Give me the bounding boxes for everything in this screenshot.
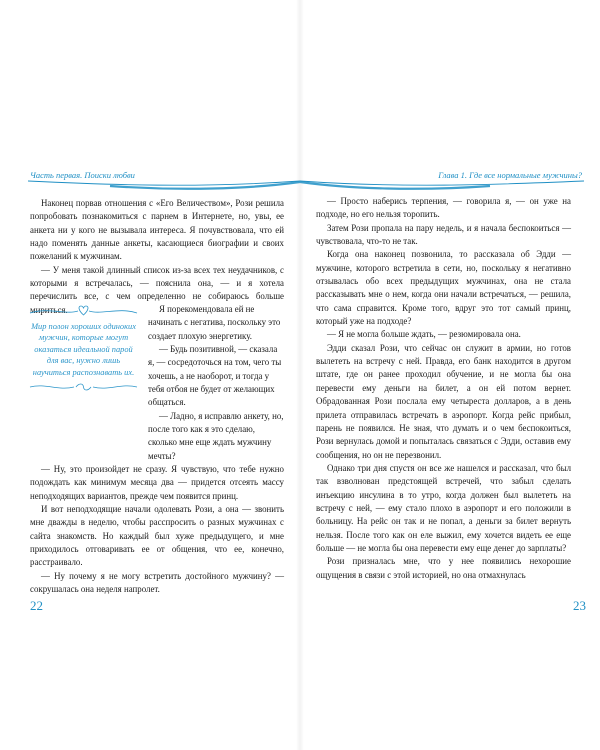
paragraph: Однако три дня спустя он все же нашелся и рассказал, что был так взволнован предстоящей встречей, что забыл сделать инъекцию инсулина в то утро, когда должен был вылететь на встречу с ней, — ему стало плохо в аэропорт и его положили в больницу. На рейс он так и не попал, а деньги за билет вернуть нельзя. После того как он еле выжил, ему хочется видеть ее еще больше — не могла бы она перевести ему еще денег до зарплаты? — [316, 462, 571, 553]
paragraph: — Я не могла больше ждать, — резюмировала она. — [327, 329, 521, 340]
left-page-number: 22 — [30, 598, 43, 613]
paragraph: Наконец порвав отношения с «Его Величеством», Рози решила попробовать познакомиться с парнем в Интернете, но, увы, ее анкета ни у кого не вызывала интереса. Я почувствовала, что ей надо поменять данные анкеты, касающиеся биографии и своих пожеланий к мужчинам. — [30, 198, 284, 262]
right-page-number: 23 — [573, 598, 586, 613]
right-running-head: Глава 1. Где все нормальные мужчины? — [438, 170, 582, 180]
paragraph: Когда она наконец позвонила, то рассказала об Эдди — мужчине, которого встретила в сети, но, поскольку я негативно отзывалась обо всех предыдущих мужчинах, она не стала рассказывать мне о нем, когда они начали встречаться, — решила, что сама справится. Кроме того, вдруг это тот самый принц, который уже на подходе? — [316, 249, 571, 327]
paragraph: Затем Рози пропала на пару недель, и я начала беспокоиться — чувствовала, что-то не так. — [316, 222, 571, 247]
left-running-head: Часть первая. Поиски любви — [30, 170, 135, 180]
right-page — [300, 0, 600, 750]
paragraph: Я порекомендовала ей не начинать с негатива, поскольку это создает плохую энергетику. — [148, 304, 281, 341]
paragraph: — Будь позитивной, — сказала я, — сосредоточься на том, чего ты хочешь, а не наоборот, и тогда у тебя отбоя не будет от желающих общаться. — [148, 344, 282, 408]
left-main-text — [30, 197, 284, 317]
paragraph: — У меня такой длинный список из-за всех тех неудачников, с которыми я встречалась, — пояснила она, — и я хотела перечислить все, с чем определенно не собираюсь больше мириться. — [30, 264, 284, 315]
left-continued-text — [30, 463, 284, 596]
heart-flourish-icon — [28, 303, 139, 317]
left-header-swash — [0, 176, 300, 192]
paragraph: Эдди сказал Рози, что сейчас он служит в армии, но готов вылететь на встречу с ней. Правда, его банк находится в другом штате, где он ранее проходил обучение, и не могла бы она перевести ему деньги на билет, а он ей потом вернет. Обрадованная Рози послала ему четыреста долларов, а в день прилета отправилась встречать в аэропорт. Когда рейс прибыл, парень не появился. Не зная, что думать и о чем беспокоиться, Рози вернулась домой и попыталась связаться с Эдди, оставив ему сообщения, но он не перезвонил. — [316, 342, 571, 460]
paragraph: Рози призналась мне, что у нее появились нехорошие ощущения в связи с этой историей, но она отмахнулась — [316, 556, 571, 580]
pull-quote — [28, 303, 139, 393]
paragraph: — Просто наберись терпения, — говорила я, — он уже на подходе, но его нельзя торопить. — [316, 196, 571, 220]
paragraph: — Ну почему я не могу встретить достойного мужчину? — сокрушалась она неделя напролет. — [30, 570, 284, 595]
pull-quote-text: Мир полон хороших одиноких мужчин, которые могут оказаться идеальной парой для вас, нужно лишь научиться распознавать их. — [31, 322, 136, 377]
right-header-swash — [300, 176, 600, 192]
paragraph: — Ладно, я исправлю анкету, но, после того как я это сделаю, сколько мне еще ждать мужчину мечты? — [148, 410, 284, 461]
left-column-text — [148, 303, 284, 463]
paragraph: — Ну, это произойдет не сразу. Я чувствую, что тебе нужно подождать как минимум месяца два — придется отсеять массу неподходящих вариантов, прежде чем появится принц. — [30, 464, 284, 501]
flourish-icon — [28, 381, 139, 393]
right-main-text — [316, 195, 571, 582]
paragraph: И вот неподходящие начали одолевать Рози, а она — звонить мне дважды в неделю, чтобы расспросить о разных мужчинах с сайта знакомств. Но каждый был хуже предыдущего, и мне приходилось отговаривать ее от общения, что ее, конечно, расстраивало. — [30, 504, 284, 568]
